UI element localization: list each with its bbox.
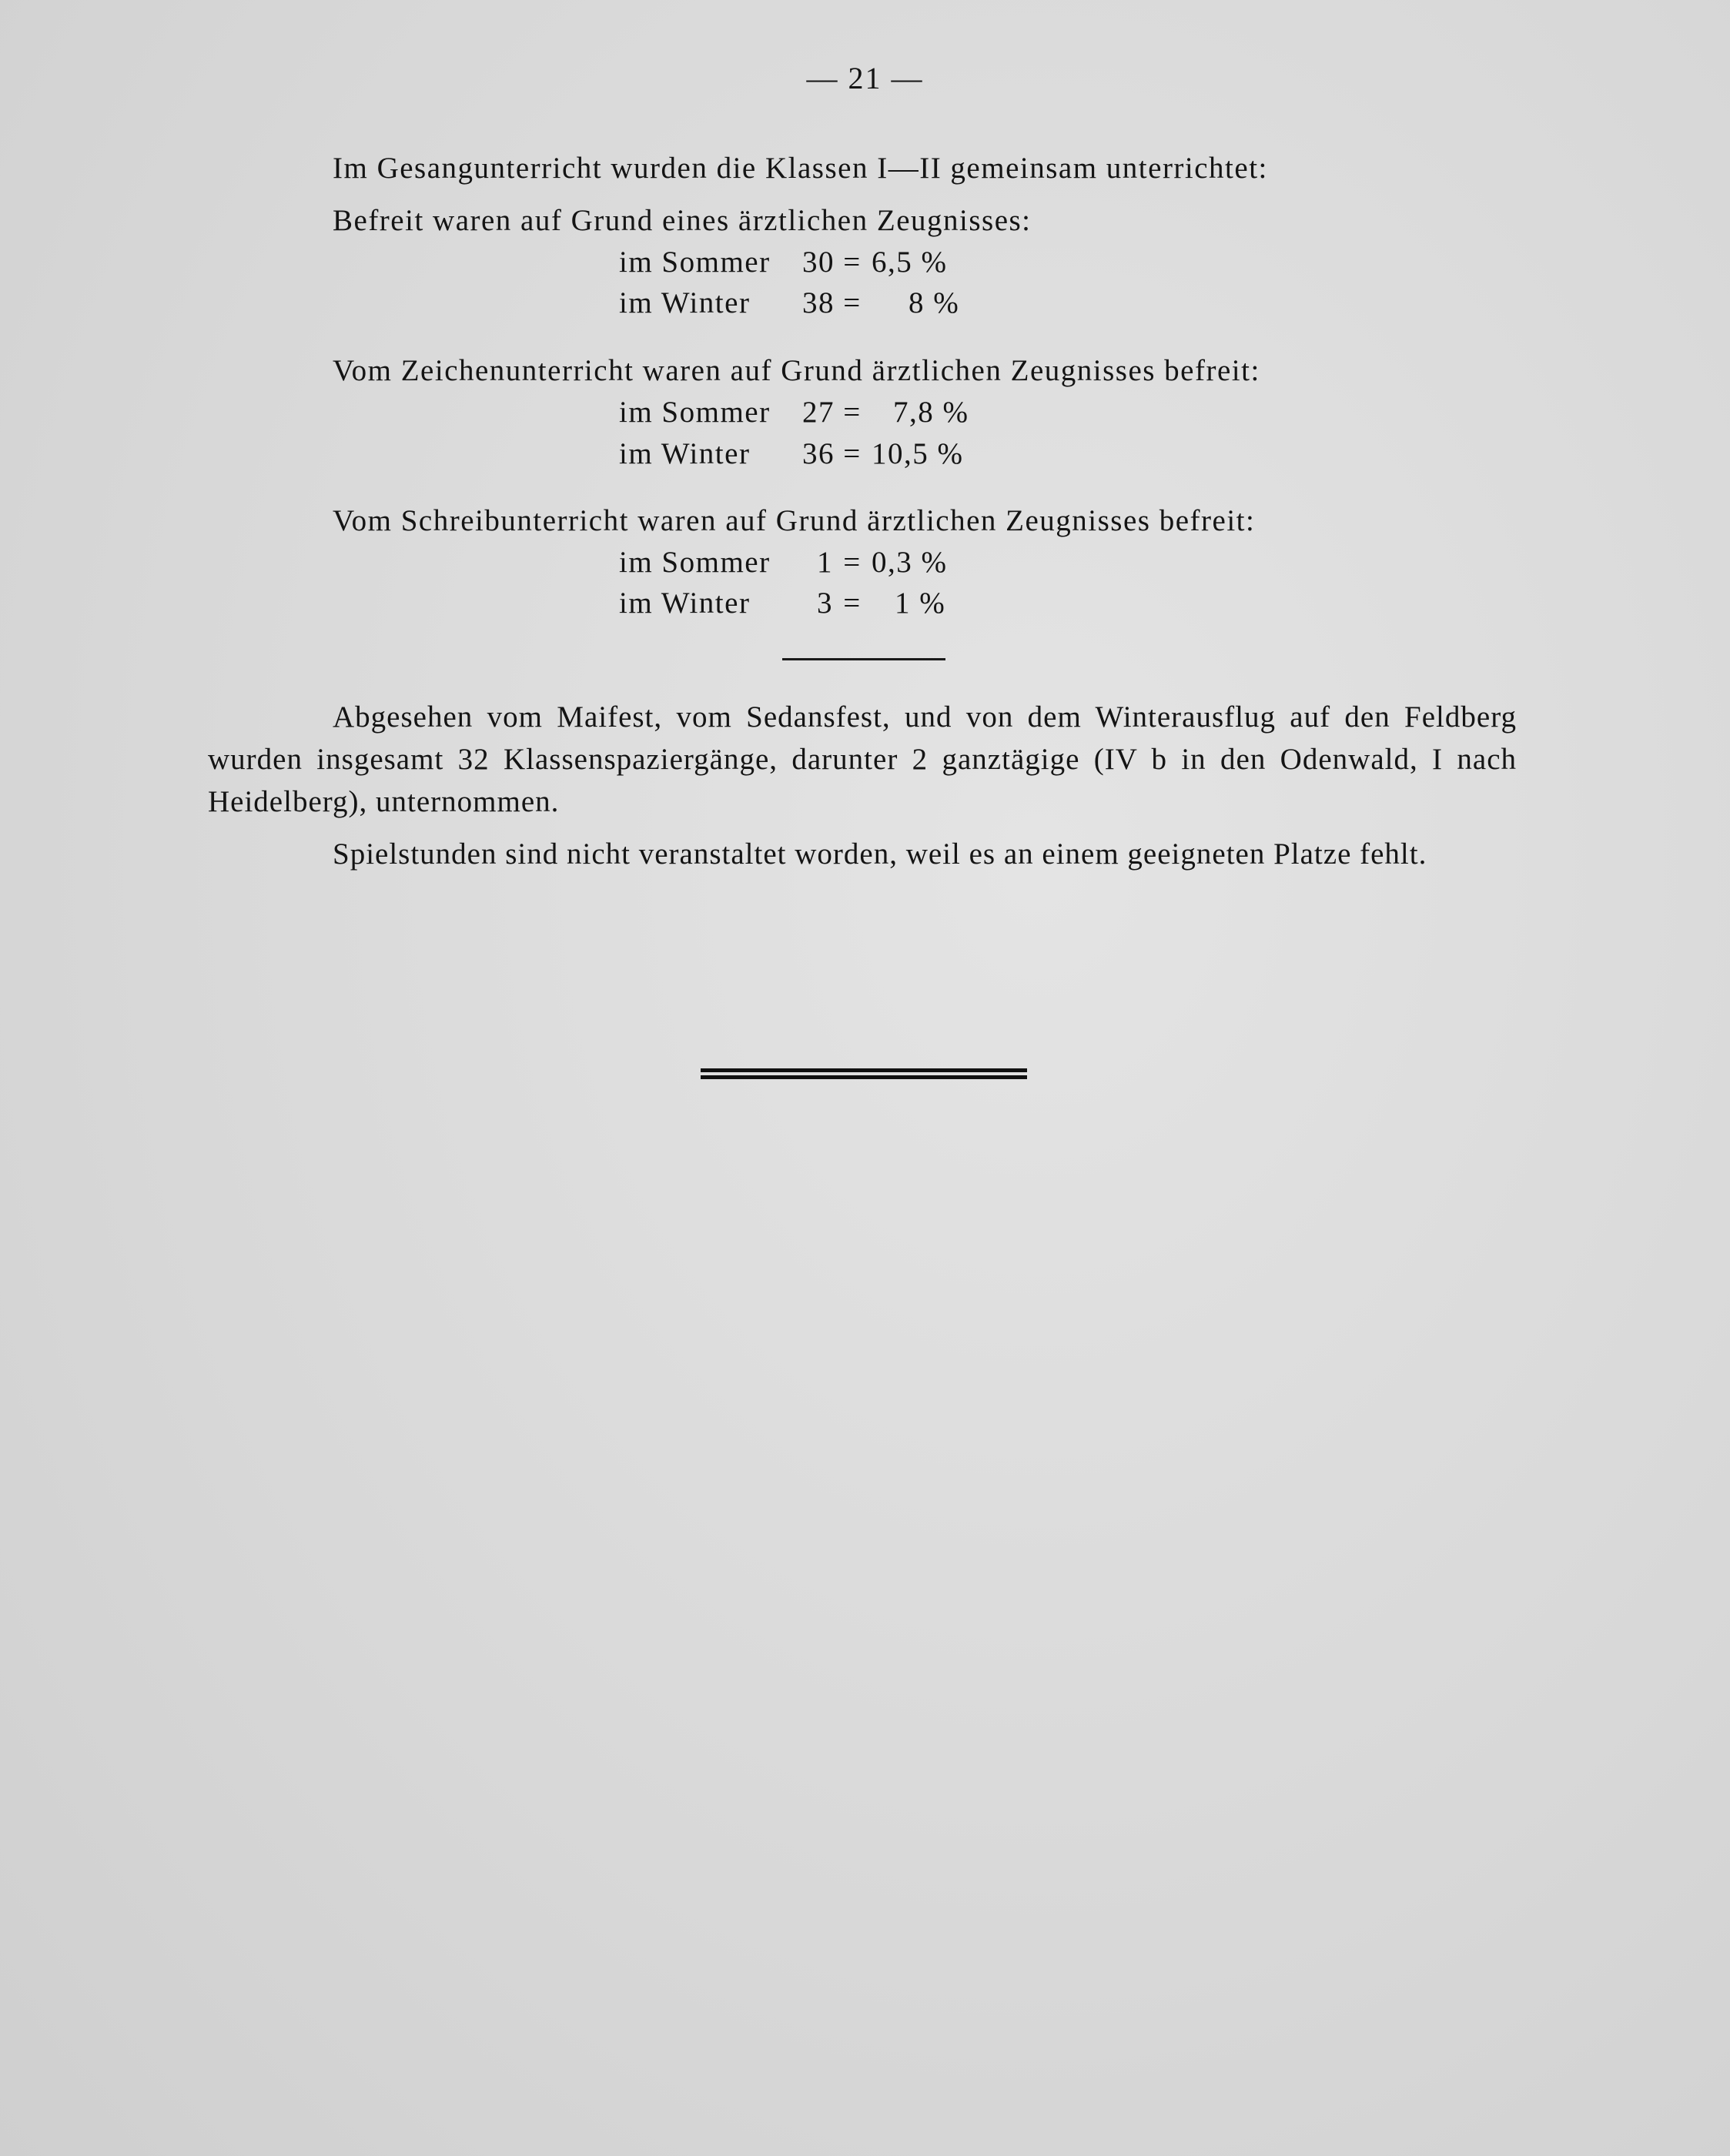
row-percent: 7,8 % bbox=[893, 396, 969, 429]
equals-sign: = bbox=[843, 437, 862, 470]
row-count: 3 bbox=[817, 587, 833, 620]
singing-row-summer bbox=[619, 245, 948, 279]
singing-intro: Im Gesangunterricht wurden die Klassen I—II gemeinsam unterrichtet: bbox=[333, 152, 1268, 185]
writing-row-summer bbox=[619, 545, 948, 580]
row-count: 38 bbox=[802, 286, 835, 319]
writing-intro: Vom Schreibunterricht waren auf Grund ärztlichen Zeugnisses befreit: bbox=[333, 504, 1256, 537]
row-label: im Winter bbox=[619, 437, 751, 470]
row-count: 27 bbox=[802, 396, 835, 429]
equals-sign: = bbox=[843, 546, 862, 579]
drawing-row-summer bbox=[619, 395, 969, 430]
paragraph-excursions-text: Abgesehen vom Maifest, vom Sedansfest, und von dem Winterausflug auf den Feldberg wurden insgesamt 32 Klassenspaziergänge, darunter 2 ganztägige (IV b in den Odenwald, I nach Heidelberg), unternommen. bbox=[208, 700, 1517, 818]
singing-row-winter bbox=[619, 286, 959, 320]
row-count: 30 bbox=[802, 246, 835, 279]
row-label: im Winter bbox=[619, 286, 751, 319]
writing-row-winter bbox=[619, 586, 945, 620]
row-percent: 10,5 % bbox=[872, 437, 964, 470]
equals-sign: = bbox=[843, 587, 862, 620]
end-double-rule bbox=[701, 1068, 1027, 1079]
drawing-intro: Vom Zeichenunterricht waren auf Grund ärztlichen Zeugnisses befreit: bbox=[333, 354, 1260, 387]
row-label: im Sommer bbox=[619, 246, 771, 279]
row-percent: 1 % bbox=[895, 587, 946, 620]
equals-sign: = bbox=[843, 286, 862, 319]
row-label: im Sommer bbox=[619, 396, 771, 429]
drawing-row-winter bbox=[619, 436, 964, 471]
section-divider bbox=[782, 658, 945, 660]
equals-sign: = bbox=[843, 246, 862, 279]
row-count: 36 bbox=[802, 437, 835, 470]
equals-sign: = bbox=[843, 396, 862, 429]
row-label: im Sommer bbox=[619, 546, 771, 579]
row-percent: 6,5 % bbox=[872, 246, 948, 279]
page-number: — 21 — bbox=[806, 61, 924, 95]
row-percent: 0,3 % bbox=[872, 546, 948, 579]
singing-exempt-line: Befreit waren auf Grund eines ärztlichen Zeugnisses: bbox=[333, 204, 1032, 237]
row-percent: 8 % bbox=[909, 286, 960, 319]
paragraph-excursions bbox=[208, 696, 1517, 823]
paragraph-games bbox=[208, 833, 1517, 875]
paragraph-games-text: Spielstunden sind nicht veranstaltet worden, weil es an einem geeigneten Platze fehlt. bbox=[333, 837, 1427, 871]
row-count: 1 bbox=[817, 546, 833, 579]
row-label: im Winter bbox=[619, 587, 751, 620]
